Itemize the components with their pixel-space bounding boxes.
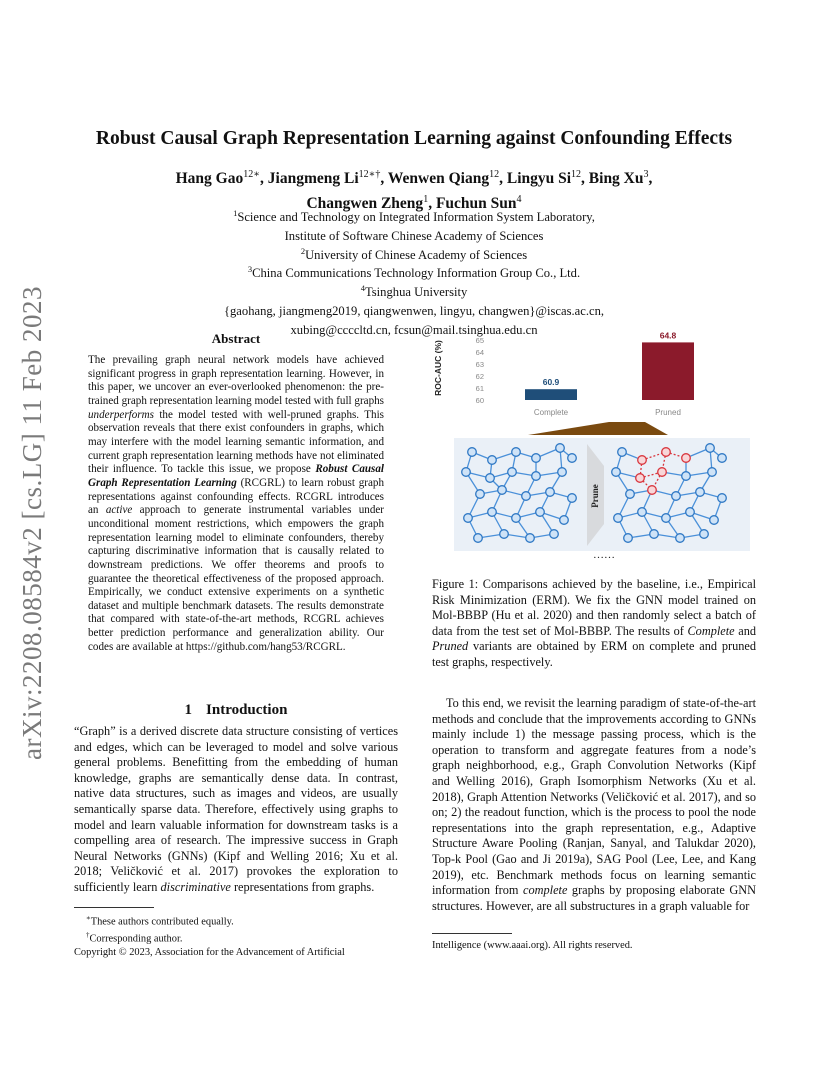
- graph-node: [488, 456, 497, 465]
- footnote: †Corresponding author.: [86, 931, 183, 945]
- graph-node: [706, 444, 715, 453]
- x-tick-label: Complete: [533, 408, 569, 417]
- author: Bing Xu$^3$,: [588, 169, 653, 188]
- graph-node: [676, 534, 685, 543]
- author: Lingyu Si$^{12}$,: [506, 169, 589, 188]
- graph-node: [700, 530, 709, 539]
- y-tick-label: 64: [475, 348, 484, 357]
- footnotes: [74, 912, 404, 960]
- bar-complete: [525, 389, 577, 400]
- graph-node: [522, 492, 531, 501]
- graph-node: [612, 468, 621, 477]
- figure-1: [432, 326, 756, 574]
- affiliations: [140, 206, 688, 337]
- y-tick-label: 63: [475, 360, 484, 369]
- abstract-body: The prevailing graph neural network models have achieved significant progress in graph representation learning. However, in this paper, we uncover an ever-overlooked phenomenon: the pre-trained graph representation learning model tested with full graphs underperforms the model tested with well-pruned graphs. This observation reveals that there exist confounders in graphs, which may interfere with the model learning semantic information, and current graph representation learning methods have not eliminated their influence. To tackle this issue, we propose Robust Causal Graph Representation Learning (RCGRL) to learn robust graph representations against confounding effects. RCGRL introduces an active approach to generate instrumental variables under unconditional moment restrictions, which empowers the graph representation learning model to eliminate confounders, thereby capturing discriminative information that is causally related to downstream predictions. We offer theorems and proofs to guarantee the theoretical effectiveness of the proposed approach. Empirically, we conduct extensive experiments on a synthetic dataset and multiple benchmark datasets. The results demonstrate that compared with state-of-the-art methods, RCGRL achieves better prediction performance and generalization ability. Our codes are available at https://github.com/hang53/RCGRL.: [88, 354, 385, 653]
- graph-node: [718, 494, 727, 503]
- graph-node: [560, 516, 569, 525]
- pruned-node: [682, 454, 691, 463]
- graph-node: [618, 448, 627, 457]
- graph-node: [718, 454, 727, 463]
- graph-node: [638, 508, 647, 517]
- y-axis-label: ROC-AUC (%): [433, 340, 443, 396]
- pruned-node: [662, 448, 671, 457]
- graph-node: [532, 454, 541, 463]
- graph-node: [462, 468, 471, 477]
- pruned-node: [636, 474, 645, 483]
- graph-node: [488, 508, 497, 517]
- y-tick-label: 61: [475, 384, 484, 393]
- data-label: 60.9: [542, 377, 560, 388]
- graph-node: [696, 488, 705, 497]
- graph-node: [536, 508, 545, 517]
- bar-chart: [433, 330, 694, 417]
- author: Fuchun Sun$^4$: [435, 194, 522, 213]
- pruned-node: [658, 468, 667, 477]
- graph-node: [532, 472, 541, 481]
- zoom-connector: [528, 422, 668, 435]
- pruned-node: [648, 486, 657, 495]
- graph-node: [512, 514, 521, 523]
- affiliation-line: $^2$University of Chinese Academy of Sciences: [300, 245, 528, 262]
- graph-node: [468, 448, 477, 457]
- graph-node: [672, 492, 681, 501]
- data-label: 64.8: [659, 330, 677, 341]
- pruned-node: [638, 456, 647, 465]
- right-column-body: To this end, we revisit the learning paradigm of state-of-the-art methods and conclude that the improvements according to GNNs mainly include 1) the message passing process, which is the operation to transform and aggregate features from a node’s graph neighborhood, e.g., Graph Convolution Networks (Kipf and Welling 2016), Graph Isomorphism Networks (Xu et al. 2018), Graph Attention Networks (Veličković et al. 2017), and so on; 2) the readout function, which is the process to pool the node representations into the graph representation, e.g., Adaptive Structure Aware Pooling (Ranjan, Sanyal, and Talukdar 2020), Top-k Pool (Gao and Ji 2019a), SAG Pool (Lee, Lee, and Kang 2019), etc. Benchmark methods focus on learning semantic information from complete graphs by proposing elaborate GNN structures. However, are all substructures in a graph valuable for: [432, 696, 756, 913]
- footnote-rule: [74, 907, 154, 908]
- copyright-notice: Copyright © 2023, Association for the Advancement of Artificial: [74, 947, 345, 959]
- arxiv-identifier-stamp: arXiv:2208.08584v2 [cs.LG] 11 Feb 2023: [17, 286, 47, 760]
- figure-1-caption: Figure 1: Comparisons achieved by the baseline, i.e., Empirical Risk Minimization (ERM). We fix the GNN model trained on Mol-BBBP (Hu et al. 2020) and then randomly select a batch of data from the test set of Mol-BBBP. The results of Complete and Pruned variants are obtained by ERM on complete and pruned test graphs, respectively.: [432, 577, 756, 669]
- email-line: xubing@ccccltd.cn, fcsun@mail.tsinghua.edu.cn: [290, 322, 538, 337]
- abstract-heading: Abstract: [211, 331, 261, 346]
- graph-node: [498, 486, 507, 495]
- graph-node: [550, 530, 559, 539]
- affiliation-line: $^1$Science and Technology on Integrated Information System Laboratory,: [233, 208, 595, 225]
- prune-label: Prune: [590, 484, 600, 508]
- author: Hang Gao$^{12∗}$,: [175, 169, 268, 188]
- more-graphs-ellipsis: ……: [593, 549, 615, 561]
- graph-node: [568, 494, 577, 503]
- y-tick-label: 60: [475, 396, 484, 405]
- footnote-rule: [432, 933, 512, 934]
- graph-node: [508, 468, 517, 477]
- author: Changwen Zheng$^1$,: [306, 194, 436, 213]
- graph-node: [546, 488, 555, 497]
- graph-node: [708, 468, 717, 477]
- author: Wenwen Qiang$^{12}$,: [387, 169, 507, 188]
- copyright-notice-continued: Intelligence (www.aaai.org). All rights reserved.: [432, 940, 633, 951]
- graph-node: [614, 514, 623, 523]
- bar-pruned: [642, 342, 694, 400]
- email-line: {gaohang, jiangmeng2019, qiangwenwen, lingyu, changwen}@iscas.ac.cn,: [223, 304, 605, 319]
- author: Jiangmeng $Li^{12∗\dagger}$,: [267, 169, 388, 188]
- graph-node: [486, 474, 495, 483]
- graph-comparison-panel: [454, 438, 750, 551]
- footnote: ∗These authors contributed equally.: [86, 914, 234, 928]
- graph-node: [476, 490, 485, 499]
- graph-node: [464, 514, 473, 523]
- graph-node: [650, 530, 659, 539]
- graph-node: [682, 472, 691, 481]
- section-heading-introduction: 1 Introduction: [184, 702, 288, 718]
- graph-node: [512, 448, 521, 457]
- graph-node: [686, 508, 695, 517]
- paper-title: Robust Causal Graph Representation Learning against Confounding Effects: [95, 128, 733, 149]
- affiliation-line: Institute of Software Chinese Academy of Sciences: [284, 228, 544, 243]
- affiliation-line: $^4$Tsinghua University: [360, 283, 468, 300]
- graph-node: [526, 534, 535, 543]
- graph-node: [710, 516, 719, 525]
- affiliation-line: $^3$China Communications Technology Information Group Co., Ltd.: [247, 264, 581, 281]
- graph-node: [568, 454, 577, 463]
- introduction-body: “Graph” is a derived discrete data structure consisting of vertices and edges, which can be leveraged to model and solve various general problems. Benefitting from the embedding of human knowledge, graphs are semantically dense data. In contrast, native data structures, such as images and videos, are usually semantically sparse data. Therefore, effectively using graphs to model and learn valuable information for downstream tasks is a compelling area of research. The impressive success in Graph Neural Networks (GNNs) (Kipf and Welling 2016; Xu et al. 2018; Veličković et al. 2017) provokes the exploration to sufficiently learn discriminative representations from graphs.: [74, 724, 398, 894]
- graph-node: [662, 514, 671, 523]
- x-tick-label: Pruned: [655, 408, 681, 417]
- graph-node: [500, 530, 509, 539]
- y-tick-label: 62: [475, 372, 484, 381]
- graph-node: [626, 490, 635, 499]
- graph-node: [624, 534, 633, 543]
- graph-node: [556, 444, 565, 453]
- y-tick-label: 65: [475, 336, 484, 345]
- graph-node: [474, 534, 483, 543]
- graph-node: [558, 468, 567, 477]
